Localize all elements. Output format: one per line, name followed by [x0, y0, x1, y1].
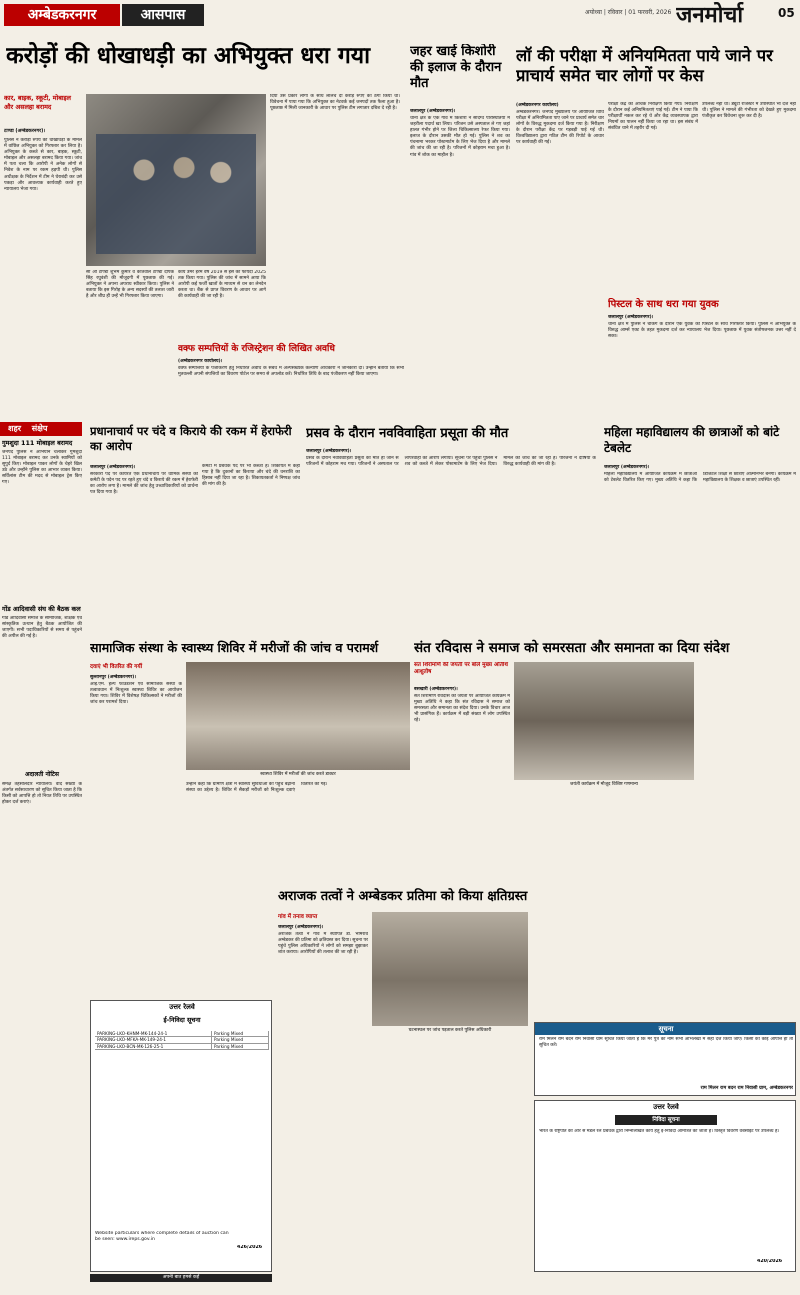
headline-story4: लॉ की परीक्षा में अनियमितता पाये जाने पर प्राचार्य समेत चार लोगों पर केस — [516, 46, 773, 85]
rail-notice-title: ई-निविदा सूचना — [163, 1016, 201, 1024]
table-row — [95, 1044, 269, 1050]
story4-dateline: (अम्बेडकरनगर कार्यालय) — [516, 103, 559, 108]
headline-story2: वक्फ सम्पत्तियों के रजिस्ट्रेशन की लिखित अवधि — [178, 344, 335, 354]
footer-strip: अपनी बात हमसे कहें — [90, 1274, 272, 1282]
story7-dateline: जलालपुर (अम्बेडकरनगर)। — [306, 449, 352, 454]
rail-notice — [90, 1000, 272, 1272]
headline-story7: प्रसव के दौरान नवविवाहिता प्रसूता की मौत — [306, 426, 509, 441]
story7-body: प्रसव के दौरान नवविवाहिता प्रसूता की मौत हो जाने से परिजनों में कोहराम मच गया। परिजनों ने अस्पताल पर लापरवाही का आरोप लगाया। सूचना पर पहुंची पुलिस ने शव को कब्जे में लेकर पोस्टमार्टम के लिए भेज दिया। मामले की जांच की जा रही है। परिजनों ने दोषियों के विरुद्ध कार्यवाही की मांग की है। — [306, 456, 596, 468]
story1-body-col3: कार्य उमर इरम वर्ष 2019 से इस का फायदा 2025 तक किया गया। पुलिस की जांच में सामने आया कि आरोपी कई फर्जी खातों के माध्यम से धन का लेनदेन करता था। बैंक से प्राप्त विवरण के आधार पर आगे की कार्यवाही की जा रही है। — [178, 270, 266, 300]
story2-body: वक्फ सम्पत्तियों के पंजीकरण हेतु निर्धारित अवधि के संबंध में अल्पसंख्यक कल्याण अधिकारी ने जानकारी दी। उन्होंने बताया कि सभी मुतवल्ली अपनी संपत्तियों का विवरण पोर्टल पर समय से अपलोड करें। निर्धारित तिथि के बाद पंजीकरण नहीं किया जाएगा। — [178, 366, 404, 378]
nivida-title: उत्तर रेलवे — [653, 1103, 679, 1111]
story1-photo — [86, 94, 266, 266]
rail-notice-code: 426/2026 — [237, 1245, 263, 1250]
headline-story3: जहर खाई किशोरी की इलाज के दौरान मौत — [410, 44, 502, 91]
headline-story6: प्रधानाचार्य पर चंदे व किराये की रकम में हेराफेरी का आरोप — [90, 424, 292, 453]
photo-people — [96, 134, 256, 254]
story11-dateline: जलालपुर (अम्बेडकरनगर)। — [278, 925, 324, 930]
story1-sub2: और असलहा बरामद — [4, 103, 52, 111]
row-type: Parking Mixed — [212, 1037, 269, 1042]
left-column-header — [0, 422, 82, 436]
story2-dateline: (अम्बेडकरनगर कार्यालय)। — [178, 359, 223, 364]
headline-story1: करोड़ों की धोखाधड़ी का अभियुक्त धरा गया — [6, 43, 371, 69]
story1-subheads — [4, 94, 82, 124]
rail-notice-table — [95, 1031, 269, 1181]
story5-body: थाना क्षेत्र में पुलिस ने चेकिंग के दौरान एक युवक को पिस्टल के साथ गिरफ्तार किया। पुलिस ने अभियुक्त के विरुद्ध आर्म्स एक्ट के तहत मुकदमा दर्ज कर न्यायालय भेज दिया। पूछताछ में युवक संतोषजनक उत्तर नहीं दे सका। — [608, 322, 796, 340]
left-col-body2: गोंड आदिवासी समाज के सामाजिक, शैक्षिक एवं सांस्कृतिक उत्थान हेतु बैठक आयोजित की जाएगी। सभी पदाधिकारियों से समय से पहुंचने की अपील की गई है। — [2, 616, 82, 640]
rail-notice-footer: Website particulars where complete details of auction can be seen: www.ireps.gov.in — [95, 1231, 229, 1242]
story10-sub: संत शिरोमणि की जयंती पर बोले मुख्य अतिथि आशुतोष — [414, 662, 508, 675]
nivida-notice — [534, 1100, 796, 1272]
story11-caption: घटनास्थल पर जांच पड़ताल करते पुलिस अधिकारी — [408, 1028, 492, 1033]
headline-story10: संत रविदास ने समाज को समरसता और समानता का दिया संदेश — [414, 640, 730, 656]
left-col-headline2: गोंड आदिवासी संघ की बैठक कल — [2, 605, 81, 613]
story10-photo — [514, 662, 694, 780]
story1-body-col4: दिया उस प्रकार लोगों के साथ लालच दी करोड़ रुपए का ठगा किया था। विवेचना में पाया गया कि अभियुक्त का नेटवर्क कई जनपदों तक फैला हुआ है। पूछताछ में मिली जानकारी के आधार पर पुलिस टीम लगातार दबिश दे रही है। — [270, 94, 400, 112]
paper-name: जनमोर्चा — [676, 3, 744, 28]
story6-dateline: जलालपुर (अम्बेडकरनगर)। — [90, 465, 136, 470]
row-code: PARKING-LKO-MFKA-MK-149-24-1 — [95, 1037, 212, 1042]
headline-story5: पिस्टल के साथ धरा गया युवक — [608, 299, 719, 310]
suchna-body: राम मिलन राम बदन राम निवासी ग्राम सूचित किया जाता है कि मेरे पुत्र का नाम सभी अभिलेखों में सही दर्ज किया जाए। किसी को कोई आपत्ति हो तो सूचित करें। — [539, 1037, 793, 1049]
section-tag-left: अम्बेडकरनगर — [4, 4, 120, 26]
headline-story9: सामाजिक संस्था के स्वास्थ्य शिविर में मरीजों की जांच व परामर्श — [90, 640, 379, 655]
suchna-sign: राम मिलन राम बदन राम निवासी ग्राम, अम्बेडकरनगर — [700, 1086, 793, 1091]
story9-body-col1: आई.एम. हेल्प फाउंडेशन एवं सामाजिक संस्था के तत्वावधान में निःशुल्क स्वास्थ्य शिविर का आयोजन किया गया। शिविर में विशेषज्ञ चिकित्सकों ने मरीजों की जांच कर परामर्श दिया। — [90, 682, 182, 706]
story9-body-col2: उन्होंने कहा कि ग्रामीण क्षेत्रों में स्वास्थ्य सुविधाओं की पहुंच बढ़ाना संस्था का उद्देश्य है। शिविर में सैकड़ों मरीजों को निःशुल्क दवाएं वितरित की गईं। — [186, 782, 328, 794]
nivida-body: भारत के राष्ट्रपति की ओर से मंडल रेल प्रबंधक द्वारा निम्नलिखित कार्य हेतु ई-निविदा आमंत्रित की जाती है। विस्तृत विवरण वेबसाइट पर उपलब्ध है। — [539, 1129, 780, 1134]
left-header-sub: संक्षेप — [31, 424, 48, 433]
story4-body-col1: अम्बेडकरनगर। जनपद मुख्यालय पर आयोजित विधि परीक्षा में अनियमितता पाए जाने पर प्राचार्य समेत चार लोगों के विरुद्ध मुकदमा दर्ज किया गया है। निरीक्षण के दौरान परीक्षा केंद्र पर गड़बड़ी पाई गई थी। विश्वविद्यालय द्वारा गठित टीम की रिपोर्ट के आधार पर कार्यवाही की गई। — [516, 110, 604, 146]
story8-dateline: जलालपुर (अम्बेडकरनगर)। — [604, 465, 650, 470]
story9-sub: दवाएं भी वितरित की गयीं — [90, 664, 143, 670]
left-col-headline1: गुमशुदा 111 मोबाइल बरामद — [2, 439, 73, 447]
story10-body: संत शिरोमणि रविदास की जयंती पर आयोजित कार्यक्रम में मुख्य अतिथि ने कहा कि संत रविदास ने समाज को समरसता और समानता का संदेश दिया। उनके विचार आज भी प्रासंगिक हैं। कार्यक्रम में बड़ी संख्या में लोग उपस्थित रहे। — [414, 694, 510, 724]
story4-body-col3: उपलब्ध नहीं था। ड्यूटी रजिस्टर में उपस्थिति भी दर्ज नहीं थी। पुलिस ने मामले की गंभीरता को देखते हुए मुकदमा पंजीकृत कर विवेचना शुरू कर दी है। — [702, 102, 796, 120]
story3-dateline: जलालपुर (अम्बेडकरनगर)। — [410, 109, 456, 114]
story9-photo — [186, 662, 410, 770]
headline-story11: अराजक तत्वों ने अम्बेडकर प्रतिमा को किया क्षतिग्रस्त — [278, 889, 528, 904]
left-header-city: शहर — [8, 424, 21, 433]
story3-body: थाना क्षेत्र के एक गांव में किशोरी ने संदिग्ध परिस्थितियों में जहरीला पदार्थ खा लिया। परिजन उसे अस्पताल ले गए जहां हालत गंभीर होने पर जिला चिकित्सालय रेफर किया गया। इलाज के दौरान उसकी मौत हो गई। पुलिस ने शव का पंचनामा भरकर पोस्टमार्टम के लिए भेज दिया है और मामले की जांच की जा रही है। परिजनों में कोहराम मचा हुआ है। गांव में शोक का माहौल है। — [410, 116, 510, 158]
headline-story8: महिला महाविद्यालय की छात्राओं को बांटे टेबलेट — [604, 425, 780, 455]
rail-notice-sub: उत्तर रेलवे — [169, 1003, 195, 1011]
story9-caption: स्वास्थ्य शिविर में मरीजों की जांच करते डाक्टर — [260, 772, 336, 777]
story10-caption: जयंती कार्यक्रम में मौजूद विशिष्ट गणमान्य — [570, 782, 638, 787]
story6-body-col2: कमेटी में प्रबंधक पद पर भी कब्जा है। शिकायत में कहा गया है कि दुकानों का किराया और चंदे की धनराशि का हिसाब नहीं दिया जा रहा है। शिकायतकर्ता ने निष्पक्ष जांच की मांग की है। — [202, 464, 300, 488]
row-code: PARKING-LKO-KHNM-MK-144-24-1 — [95, 1031, 212, 1036]
suchna-title: सूचना — [535, 1023, 796, 1035]
story1-sub1: कार, बाइक, स्कूटी, मोबाइल — [4, 94, 72, 102]
story1-body-col2: सी ओ टाण्डा शुभम कुमार व कोतवाल टाण्डा दीपक सिंह रघुवंशी की मौजूदगी में पूछताछ की गई। अभियुक्त ने अपना अपराध स्वीकार किया। पुलिस ने बताया कि इस गिरोह के अन्य सदस्यों की तलाश जारी है और शीघ्र ही उन्हें भी गिरफ्तार किया जाएगा। — [86, 270, 174, 300]
story11-sub: गांव में तनाव व्याप्त — [278, 914, 318, 920]
story4-body-col2: परीक्षा केंद्र का औचक निरीक्षण किया गया। निरीक्षण के दौरान कई अनियमितताएं पाई गईं। टीम ने पाया कि परीक्षार्थी नकल कर रहे थे और केंद्र व्यवस्थापक द्वारा नियमों का पालन नहीं किया जा रहा था। इस संबंध में संबंधित थाने में तहरीर दी गई। — [608, 102, 698, 132]
story10-dateline: बसखारी (अम्बेडकरनगर)। — [414, 687, 458, 692]
story1-dateline: टाण्डा (अम्बेडकरनगर)। — [4, 129, 46, 134]
nivida-sub: निविदा सूचना — [615, 1115, 717, 1125]
story9-dateline: सुल्तानपुर (अम्बेडकरनगर)। — [90, 675, 137, 680]
nivida-code: 420/2026 — [757, 1259, 783, 1264]
left-col-notice-body: समक्ष तहसीलदार न्यायालय। वाद संख्या के अंतर्गत सर्वसाधारण को सूचित किया जाता है कि किसी को आपत्ति हो तो नियत तिथि पर उपस्थित होकर दर्ज कराएं। — [2, 782, 82, 806]
story11-photo — [372, 912, 528, 1026]
story6-body-col1: सरकारी पद पर कार्यरत एक प्रधानाचार्य पर धार्मिक संस्था की कमेटी के पदेन पद पर रहते हुए चंदे व किराये की रकम में हेराफेरी का आरोप लगा है। मामले की जांच हेतु उच्चाधिकारियों को प्रार्थना पत्र दिया गया है। — [90, 472, 198, 496]
left-col-notice-title: अदालती नोटिस — [25, 771, 59, 778]
story1-body-col1: पुलिस ने करोड़ों रुपये की धोखाधड़ी के मामले में वांछित अभियुक्त को गिरफ्तार कर लिया है। अभियुक्त के कब्जे से कार, बाइक, स्कूटी, मोबाइल और असलहा बरामद किया गया। जांच में पता चला कि आरोपी ने अनेक लोगों से निवेश के नाम पर रकम हड़पी थी। पुलिस अधीक्षक के निर्देशन में टीम ने घेराबंदी कर उसे पकड़ा और आवश्यक कार्यवाही करते हुए न्यायालय भेजा गया। — [4, 138, 82, 192]
suchna-notice — [534, 1022, 796, 1096]
row-code: PARKING-LKO-BCN-MK-126-25-1 — [95, 1044, 212, 1049]
story5-dateline: जलालपुर (अम्बेडकरनगर)। — [608, 315, 654, 320]
story8-body: महिला महाविद्यालय में आयोजित कार्यक्रम में छात्राओं को टेबलेट वितरित किए गए। मुख्य अतिथि ने कहा कि डिजिटल शिक्षा से छात्राएं आत्मनिर्भर बनेंगी। कार्यक्रम में महाविद्यालय के शिक्षक व छात्राएं उपस्थित रहीं। — [604, 472, 796, 484]
row-type: Parking Mixed — [212, 1031, 269, 1036]
masthead — [0, 0, 800, 34]
story11-body: अराजक तत्वों ने गांव में स्थापित डॉ. भीमराव अम्बेडकर की प्रतिमा को क्षतिग्रस्त कर दिया। सूचना पर पहुंचे पुलिस अधिकारियों ने लोगों को समझा बुझाकर शांत कराया। आरोपियों की तलाश की जा रही है। — [278, 932, 368, 956]
left-col-body1: जनपद पुलिस ने अभियान चलाकर गुमशुदा 111 मोबाइल बरामद कर उनके स्वामियों को सुपुर्द किए। मोबाइल पाकर लोगों के चेहरे खिल उठे और उन्होंने पुलिस का आभार व्यक्त किया। सर्विलांस टीम की मदद से मोबाइल ट्रेस किए गए। — [2, 450, 82, 486]
date-line: अयोध्या | रविवार | 01 फरवरी, 2026 — [585, 9, 672, 16]
page-number: 05 — [778, 6, 795, 20]
row-type: Parking Mixed — [212, 1044, 269, 1049]
section-tag-right: आसपास — [122, 4, 204, 26]
